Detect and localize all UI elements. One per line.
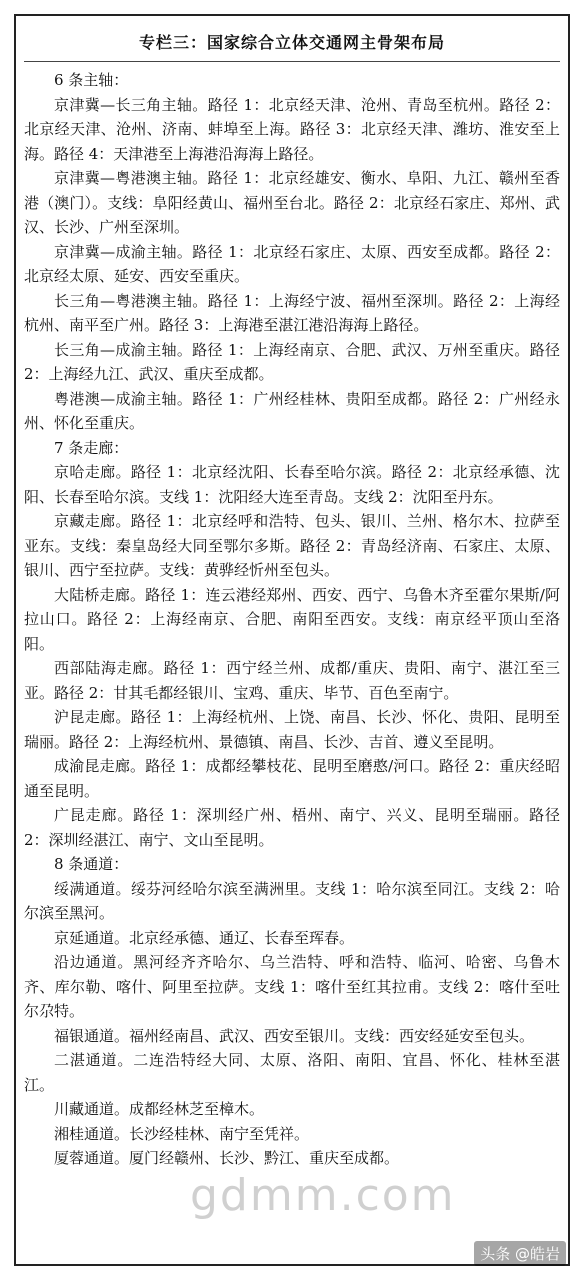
section-heading: 6 条主轴： <box>54 71 129 89</box>
document-body <box>16 62 568 1171</box>
paragraph: 厦蓉通道。厦门经赣州、长沙、黔江、重庆至成都。 <box>54 1149 400 1167</box>
document-title: 专栏三：国家综合立体交通网主骨架布局 <box>138 33 445 52</box>
source-badge: 头条 @皓岩 <box>474 1241 566 1266</box>
paragraph: 京哈走廊。路径 1：北京经沈阳、长春至哈尔滨。路径 2：北京经承德、沈阳、长春至哈尔滨。支线 1：沈阳经大连至青岛。支线 2：沈阳至丹东。 <box>24 463 560 506</box>
paragraph: 广昆走廊。路径 1：深圳经广州、梧州、南宁、兴义、昆明至瑞丽。路径 2：深圳经湛江、南宁、文山至昆明。 <box>24 806 560 849</box>
watermark: gdmm.com <box>190 1170 456 1221</box>
section-heading: 7 条走廊： <box>54 438 129 457</box>
paragraph: 沪昆走廊。路径 1：上海经杭州、上饶、南昌、长沙、怀化、贵阳、昆明至瑞丽。路径 2：上海经杭州、景德镇、南昌、长沙、吉首、遵义至昆明。 <box>24 708 560 751</box>
paragraph: 西部陆海走廊。路径 1：西宁经兰州、成都/重庆、贵阳、南宁、湛江至三亚。路径 2：甘其毛都经银川、宝鸡、重庆、毕节、百色至南宁。 <box>24 659 560 702</box>
paragraph: 福银通道。福州经南昌、武汉、西安至银川。支线：西安经延安至包头。 <box>54 1026 535 1045</box>
paragraph: 沿边通道。黑河经齐齐哈尔、乌兰浩特、呼和浩特、临河、哈密、乌鲁木齐、库尔勒、喀什、阿里至拉萨。支线 1：喀什至红其拉甫。支线 2：喀什至吐尔尕特。 <box>24 953 560 1020</box>
paragraph: 绥满通道。绥芬河经哈尔滨至满洲里。支线 1：哈尔滨至同江。支线 2：哈尔滨至黑河。 <box>24 879 560 922</box>
section-heading: 8 条通道： <box>54 855 129 873</box>
document-frame <box>14 14 570 1266</box>
paragraph: 川藏通道。成都经林芝至樟木。 <box>54 1100 265 1118</box>
paragraph: 长三角—粤港澳主轴。路径 1：上海经宁波、福州至深圳。路径 2：上海经杭州、南平至广州。路径 3：上海港至湛江港沿海海上路径。 <box>24 291 560 334</box>
paragraph: 粤港澳—成渝主轴。路径 1：广州经桂林、贵阳至成都。路径 2：广州经永州、怀化至重庆。 <box>24 389 560 432</box>
paragraph: 京津冀—长三角主轴。路径 1：北京经天津、沧州、青岛至杭州。路径 2：北京经天津、沧州、济南、蚌埠至上海。路径 3：北京经天津、潍坊、淮安至上海。路径 4：天津港至上海港沿海海上路径。 <box>24 95 560 163</box>
paragraph: 京延通道。北京经承德、通辽、长春至珲春。 <box>54 928 355 947</box>
paragraph: 湘桂通道。长沙经桂林、南宁至凭祥。 <box>54 1124 310 1143</box>
paragraph: 长三角—成渝主轴。路径 1：上海经南京、合肥、武汉、万州至重庆。路径 2：上海经九江、武汉、重庆至成都。 <box>24 340 560 383</box>
paragraph: 京津冀—成渝主轴。路径 1：北京经石家庄、太原、西安至成都。路径 2：北京经太原、延安、西安至重庆。 <box>24 242 560 285</box>
paragraph: 成渝昆走廊。路径 1：成都经攀枝花、昆明至磨憨/河口。路径 2：重庆经昭通至昆明。 <box>24 757 560 800</box>
paragraph: 大陆桥走廊。路径 1：连云港经郑州、西安、西宁、乌鲁木齐至霍尔果斯/阿拉山口。路径 2：上海经南京、合肥、南阳至西安。支线：南京经平顶山至洛阳。 <box>24 585 560 653</box>
paragraph: 二湛通道。二连浩特经大同、太原、洛阳、南阳、宜昌、怀化、桂林至湛江。 <box>24 1051 560 1094</box>
paragraph: 京藏走廊。路径 1：北京经呼和浩特、包头、银川、兰州、格尔木、拉萨至亚东。支线：秦皇岛经大同至鄂尔多斯。路径 2：青岛经济南、石家庄、太原、银川、西宁至拉萨。支线：黄骅经忻州至包头。 <box>24 512 560 579</box>
paragraph: 京津冀—粤港澳主轴。路径 1：北京经雄安、衡水、阜阳、九江、赣州至香港（澳门）。支线：阜阳经黄山、福州至台北。路径 2：北京经石家庄、郑州、武汉、长沙、广州至深圳。 <box>24 169 560 236</box>
